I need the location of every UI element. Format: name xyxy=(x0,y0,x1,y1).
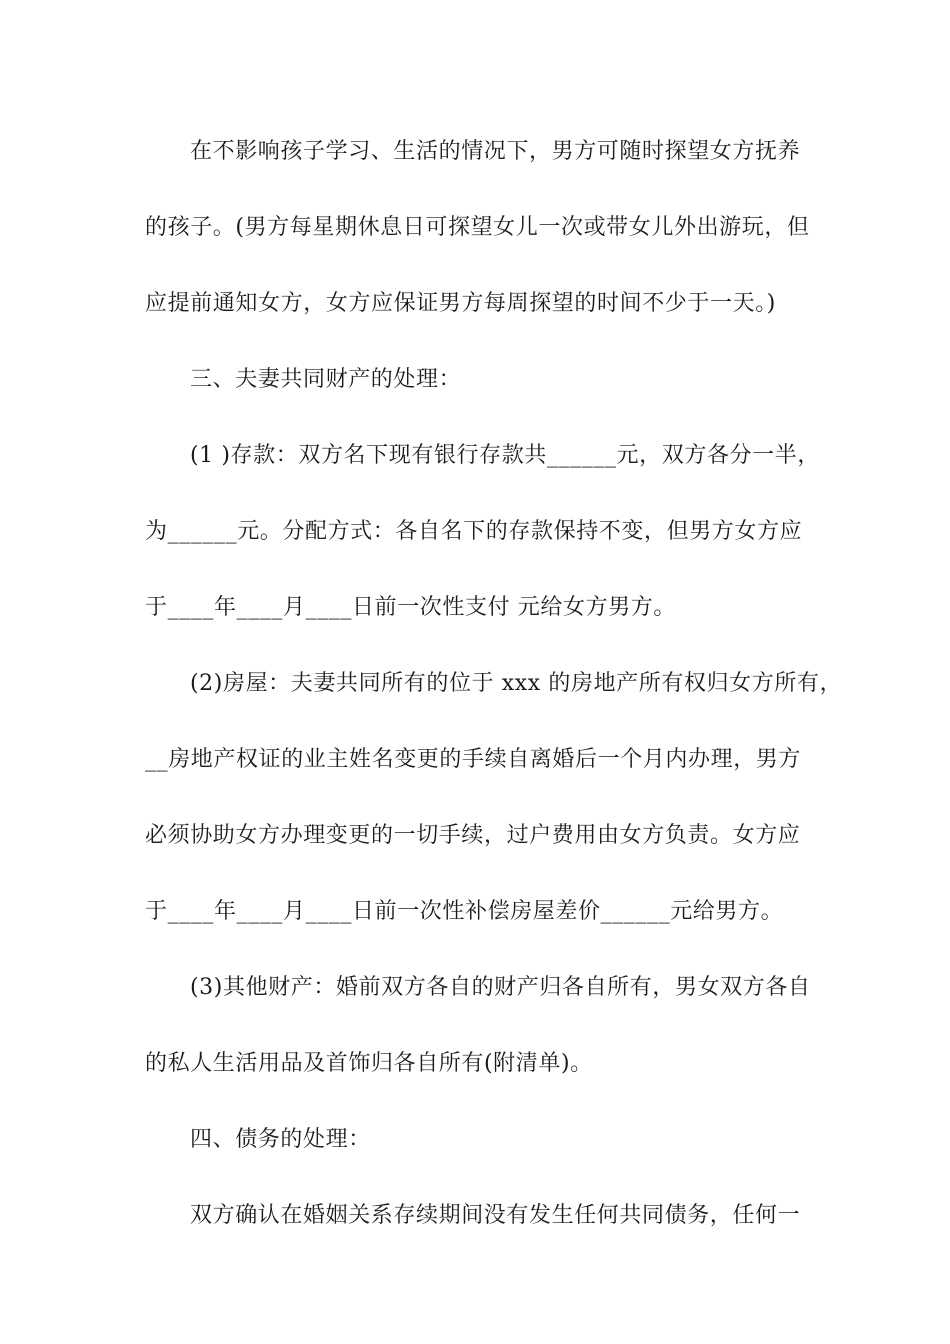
clause-house-line-2: __房地产权证的业主姓名变更的手续自离婚后一个月内办理，男方 xyxy=(145,747,802,772)
paragraph-visitation-line-3: 应提前通知女方，女方应保证男方每周探望的时间不少于一天。) xyxy=(145,291,776,316)
clause-house-line-3: 必须协助女方办理变更的一切手续，过户费用由女方负责。女方应 xyxy=(145,823,801,848)
section-heading-debts: 四、债务的处理： xyxy=(190,1127,371,1152)
clause-house-line-4: 于____年____月____日前一次性补偿房屋差价______元给男方。 xyxy=(145,899,784,924)
paragraph-debts-line-1: 双方确认在婚姻关系存续期间没有发生任何共同债务，任何一 xyxy=(190,1203,801,1228)
clause-other-property-line-2: 的私人生活用品及首饰归各自所有(附清单)。 xyxy=(145,1051,593,1076)
paragraph-visitation-line-1: 在不影响孩子学习、生活的情况下，男方可随时探望女方抚养 xyxy=(190,139,801,164)
clause-savings-line-3: 于____年____月____日前一次性支付 元给女方男方。 xyxy=(145,595,676,620)
clause-savings-line-2: 为______元。分配方式：各自名下的存款保持不变，但男方女方应 xyxy=(145,519,803,544)
clause-savings-line-1: (1 )存款：双方名下现有银行存款共______元，双方各分一半， xyxy=(190,443,820,468)
clause-other-property-line-1: (3)其他财产：婚前双方各自的财产归各自所有，男女双方各自 xyxy=(190,975,811,1000)
clause-house-line-1: (2)房屋：夫妻共同所有的位于 xxx 的房地产所有权归女方所有， xyxy=(190,671,843,696)
section-heading-property: 三、夫妻共同财产的处理： xyxy=(190,367,462,392)
paragraph-visitation-line-2: 的孩子。(男方每星期休息日可探望女儿一次或带女儿外出游玩，但 xyxy=(145,215,810,240)
